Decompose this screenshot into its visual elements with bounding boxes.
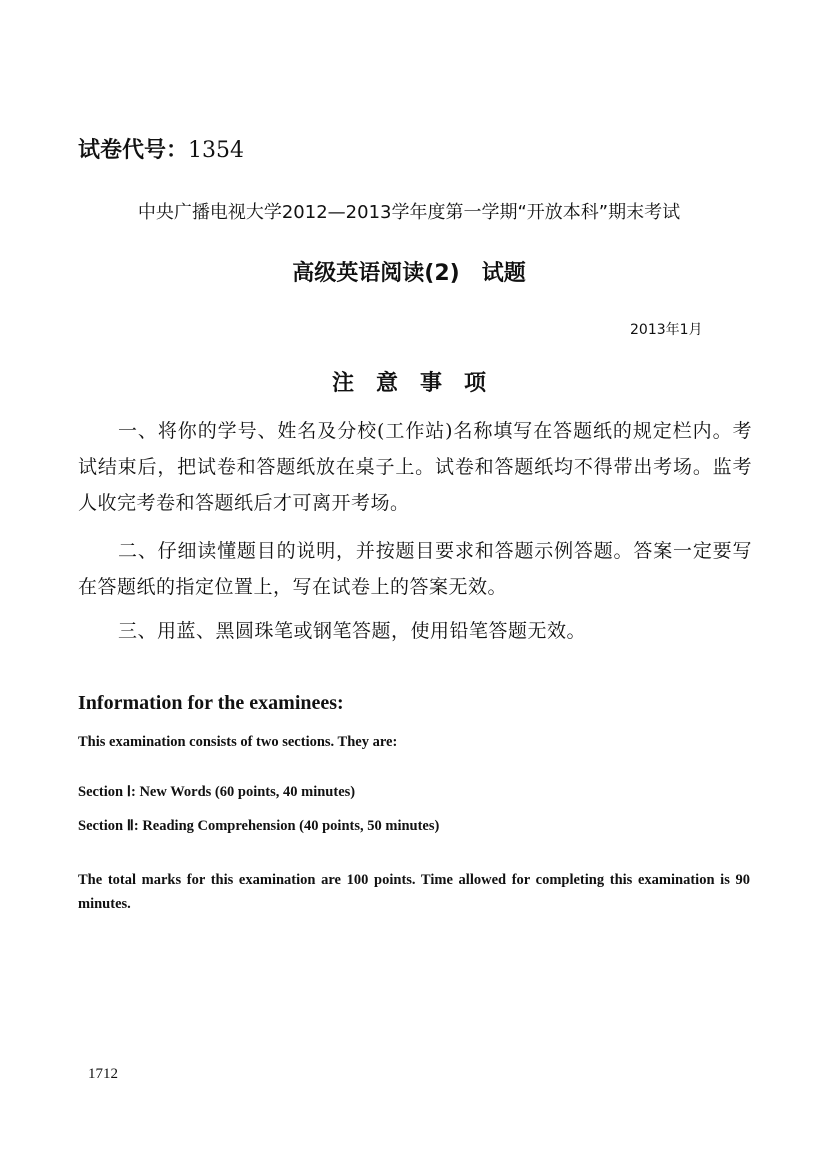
info-total-marks: The total marks for this examination are 100 points. Time allowed for completing this examination is 90 minutes.: [78, 872, 750, 912]
notice-heading: 注意事项: [331, 371, 508, 396]
exam-code-label: 试卷代号: [78, 138, 167, 163]
info-heading: Information for the examinees:: [78, 692, 344, 714]
notice-item-1: 一、将你的学号、姓名及分校(工作站)名称填写在答题纸的规定栏内。考试结束后，把试卷和答题纸放在桌子上。试卷和答题纸均不得带出考场。监考人收完考卷和答题纸后才可离开考场。: [78, 420, 752, 514]
page-number: 1712: [88, 1066, 118, 1082]
notice-item-3: 三、用蓝、黑圆珠笔或钢笔答题，使用铅笔答题无效。: [118, 620, 587, 642]
exam-code-separator: ：: [166, 138, 189, 163]
exam-date: 2013年1月: [630, 322, 703, 338]
exam-code: [78, 133, 244, 164]
info-section-2: Section Ⅱ: Reading Comprehension (40 points, 50 minutes): [78, 818, 440, 834]
exam-session-line: 中央广播电视大学2012—2013学年度第一学期“开放本科”期末考试: [137, 202, 681, 223]
notice-item-2: 二、仔细读懂题目的说明，并按题目要求和答题示例答题。答案一定要写在答题纸的指定位置上，写在试卷上的答案无效。: [78, 540, 752, 598]
info-sections-intro: This examination consists of two sections. They are:: [78, 734, 398, 750]
info-section-1: Section Ⅰ: New Words (60 points, 40 minutes): [78, 784, 356, 800]
page-title: 高级英语阅读(2) 试题: [292, 261, 526, 286]
exam-code-number: 1354: [188, 138, 245, 163]
